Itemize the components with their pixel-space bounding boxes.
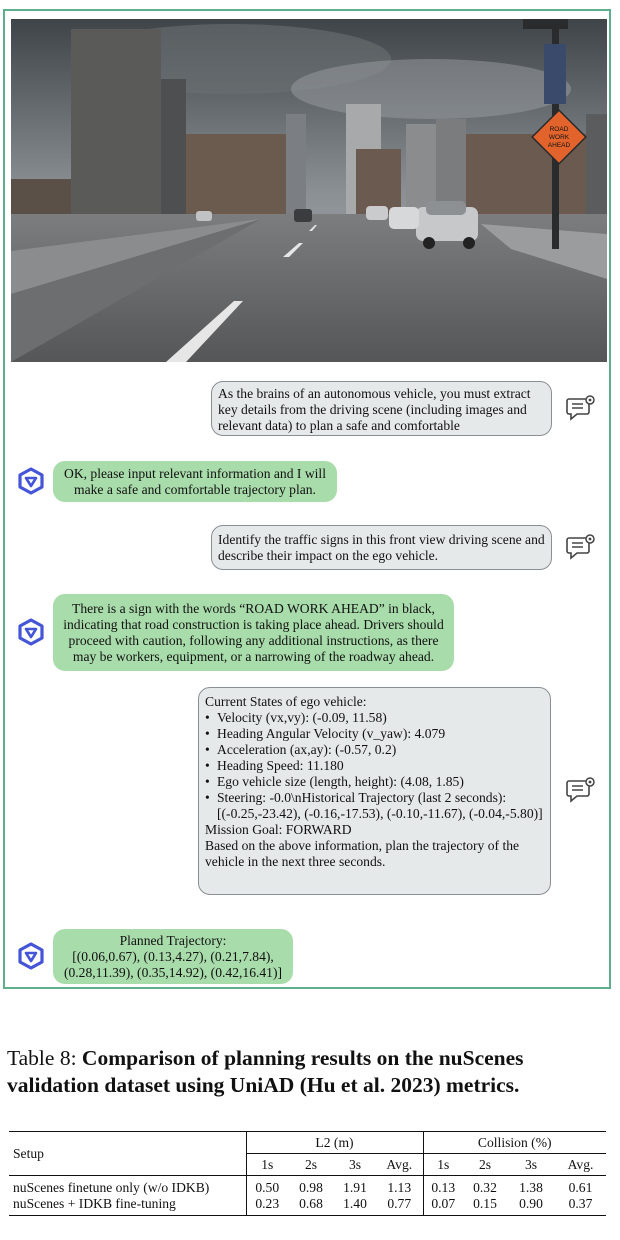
setup-header: Setup	[13, 1145, 44, 1161]
user-prompt-icon	[565, 774, 597, 806]
user-message-1	[211, 381, 552, 436]
table-cell: 0.61	[568, 1180, 593, 1195]
column-header: 2s	[478, 1156, 492, 1172]
front-view-driving-scene	[11, 19, 607, 362]
ego-state-item: • Steering: -0.0\nHistorical Trajectory (last 2 seconds): [(-0.25,-23.42), (-0.16,-17.53), (-0.10,-11.67), (-0.04,-5.80)]	[205, 790, 544, 822]
road-sign-line-3: AHEAD	[547, 142, 571, 149]
assistant-message-1	[53, 461, 337, 502]
table-cell: 1.91	[343, 1180, 367, 1195]
user-message-2-text: Identify the traffic signs in this front view driving scene and describe their impact on the ego vehicle.	[218, 532, 545, 563]
column-header: 3s	[524, 1156, 538, 1172]
mission-goal: Mission Goal: FORWARD	[205, 822, 352, 837]
table-cell: 0.37	[568, 1196, 593, 1211]
assistant-message-2	[53, 594, 454, 671]
table-caption-label: Table 8:	[7, 1046, 77, 1070]
table-cell: 0.50	[246, 1176, 288, 1197]
table-cell: 1.38	[519, 1180, 543, 1195]
table-cell: 0.13	[423, 1176, 463, 1197]
user-prompt-icon	[565, 392, 597, 424]
l2-group-header: L2 (m)	[246, 1132, 423, 1154]
assistant-message-3	[53, 929, 293, 984]
ego-state-item: • Heading Angular Velocity (v_yaw): 4.079	[205, 726, 544, 742]
planned-trajectory-heading: Planned Trajectory:	[119, 933, 227, 948]
column-header: 2s	[304, 1156, 318, 1172]
assistant-logo-icon	[15, 465, 47, 497]
table-cell: 0.15	[473, 1196, 497, 1211]
table-caption	[7, 1045, 613, 1099]
table-cell: 0.32	[473, 1180, 497, 1195]
ego-state-item: • Velocity (vx,vy): (-0.09, 11.58)	[205, 710, 544, 726]
column-header: 1s	[246, 1154, 288, 1176]
ego-state-item: • Ego vehicle size (length, height): (4.08, 1.85)	[205, 774, 544, 790]
ego-state-item: • Heading Speed: 11.180	[205, 758, 544, 774]
table-cell: 0.23	[246, 1196, 288, 1216]
table-cell: 1.13	[387, 1180, 412, 1195]
column-header: Avg.	[567, 1156, 594, 1172]
scene-illustration	[11, 19, 607, 362]
road-sign-line-2: WORK	[548, 134, 570, 141]
row-setup: nuScenes + IDKB fine-tuning	[13, 1196, 176, 1211]
table-cell: 1.40	[343, 1196, 367, 1211]
assistant-logo-icon	[15, 940, 47, 972]
table-cell: 0.90	[519, 1196, 543, 1211]
assistant-message-1-text: OK, please input relevant information and I will make a safe and comfortable trajectory plan.	[64, 466, 326, 497]
ego-state-item: • Acceleration (ax,ay): (-0.57, 0.2)	[205, 742, 544, 758]
planning-results-table	[9, 1131, 606, 1216]
table-row	[9, 1176, 606, 1197]
user-message-1-text: As the brains of an autonomous vehicle, you must extract key details from the driving scene (including images and relevant data) to plan a safe and comfortable	[218, 386, 531, 433]
assistant-logo-icon	[15, 616, 47, 648]
row-setup: nuScenes finetune only (w/o IDKB)	[13, 1180, 210, 1195]
collision-group-header: Collision (%)	[423, 1132, 606, 1154]
assistant-message-2-text: There is a sign with the words “ROAD WORK AHEAD” in black, indicating that road construction is taking place ahead. Drivers should proceed with caution, following any additional instructions, as there may be workers, equipment, or a narrowing of the roadway ahead.	[63, 601, 444, 664]
column-header: 1s	[423, 1154, 463, 1176]
user-message-3	[198, 687, 551, 895]
user-message-2	[211, 525, 552, 570]
table-cell: 0.77	[387, 1196, 412, 1211]
table-row	[9, 1196, 606, 1216]
column-header: Avg.	[386, 1156, 413, 1172]
ego-states-list	[205, 710, 544, 822]
table-cell: 0.68	[299, 1196, 323, 1211]
table-cell: 0.98	[299, 1180, 323, 1195]
user-prompt-icon	[565, 531, 597, 563]
planning-instruction: Based on the above information, plan the trajectory of the vehicle in the next three seconds.	[205, 838, 520, 869]
column-header: 3s	[348, 1156, 362, 1172]
table-caption-text: Comparison of planning results on the nuScenes validation dataset using UniAD (Hu et al. 2023) metrics.	[7, 1046, 524, 1097]
ego-states-heading: Current States of ego vehicle:	[205, 694, 367, 709]
road-sign-line-1: ROAD	[549, 126, 569, 133]
planned-trajectory-values: [(0.06,0.67), (0.13,4.27), (0.21,7.84), (0.28,11.39), (0.35,14.92), (0.42,16.41)]	[63, 949, 283, 980]
table-cell: 0.07	[423, 1196, 463, 1216]
